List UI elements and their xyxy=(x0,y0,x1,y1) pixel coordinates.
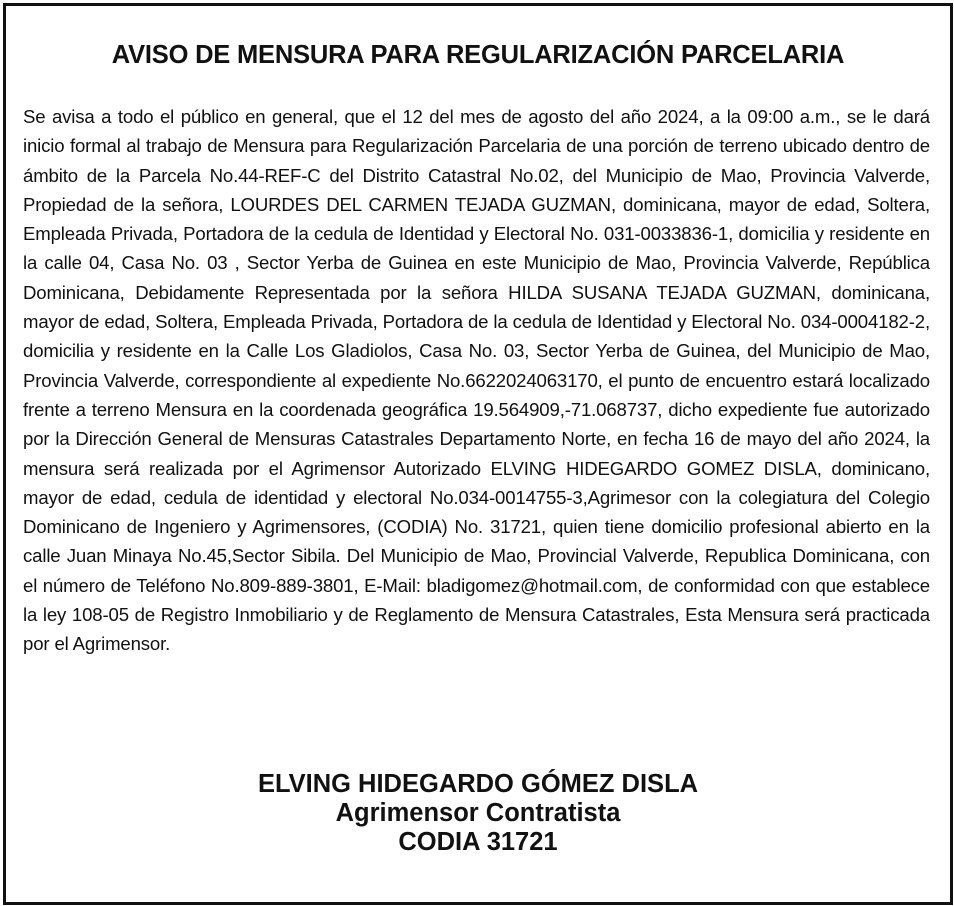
signature-codia: CODIA 31721 xyxy=(398,828,558,856)
signature-block xyxy=(6,770,950,857)
signature-role: Agrimensor Contratista xyxy=(335,799,621,827)
notice-title: AVISO DE MENSURA PARA REGULARIZACIÓN PARCELARIA xyxy=(111,41,845,69)
notice-body-paragraph: Se avisa a todo el público en general, que el 12 del mes de agosto del año 2024, a la 09:00 a.m., se le dará inicio formal al trabajo de Mensura para Regularización Parcelaria de una porción de terreno ubicado dentro de ámbito de la Parcela No.44-REF-C del Distrito Catastral No.02, del Municipio de Mao, Provincia Valverde, Propiedad de la señora, LOURDES DEL CARMEN TEJADA GUZMAN, dominicana, mayor de edad, Soltera, Empleada Privada, Portadora de la cedula de Identidad y Electoral No. 031-0033836-1, domicilia y residente en la calle 04, Casa No. 03 , Sector Yerba de Guinea en este Municipio de Mao, Provincia Valverde, República Dominicana, Debidamente Representada por la señora HILDA SUSANA TEJADA GUZMAN, dominicana, mayor de edad, Soltera, Empleada Privada, Portadora de la cedula de Identidad y Electoral No. 034-0004182-2, domicilia y residente en la Calle Los Gladiolos, Casa No. 03, Sector Yerba de Guinea, del Municipio de Mao, Provincia Valverde, correspondiente al expediente No.6622024063170, el punto de encuentro estará localizado frente a terreno Mensura en la coordenada geográfica 19.564909,-71.068737, dicho expediente fue autorizado por la Dirección General de Mensuras Catastrales Departamento Norte, en fecha 16 de mayo del año 2024, la mensura será realizada por el Agrimensor Autorizado ELVING HIDEGARDO GOMEZ DISLA, dominicano, mayor de edad, cedula de identidad y electoral No.034-0014755-3,Agrimesor con la colegiatura del Colegio Dominicano de Ingeniero y Agrimensores, (CODIA) No. 31721, quien tiene domicilio profesional abierto en la calle Juan Minaya No.45,Sector Sibila. Del Municipio de Mao, Provincial Valverde, Republica Dominicana, con el número de Teléfono No.809-889-3801, E-Mail: bladigomez@hotmail.com, de conformidad con que establece la ley 108-05 de Registro Inmobiliario y de Reglamento de Mensura Catastrales, Esta Mensura será practicada por el Agrimensor. xyxy=(23,106,930,655)
notice-border-frame xyxy=(3,3,953,905)
signature-name: ELVING HIDEGARDO GÓMEZ DISLA xyxy=(257,770,699,798)
